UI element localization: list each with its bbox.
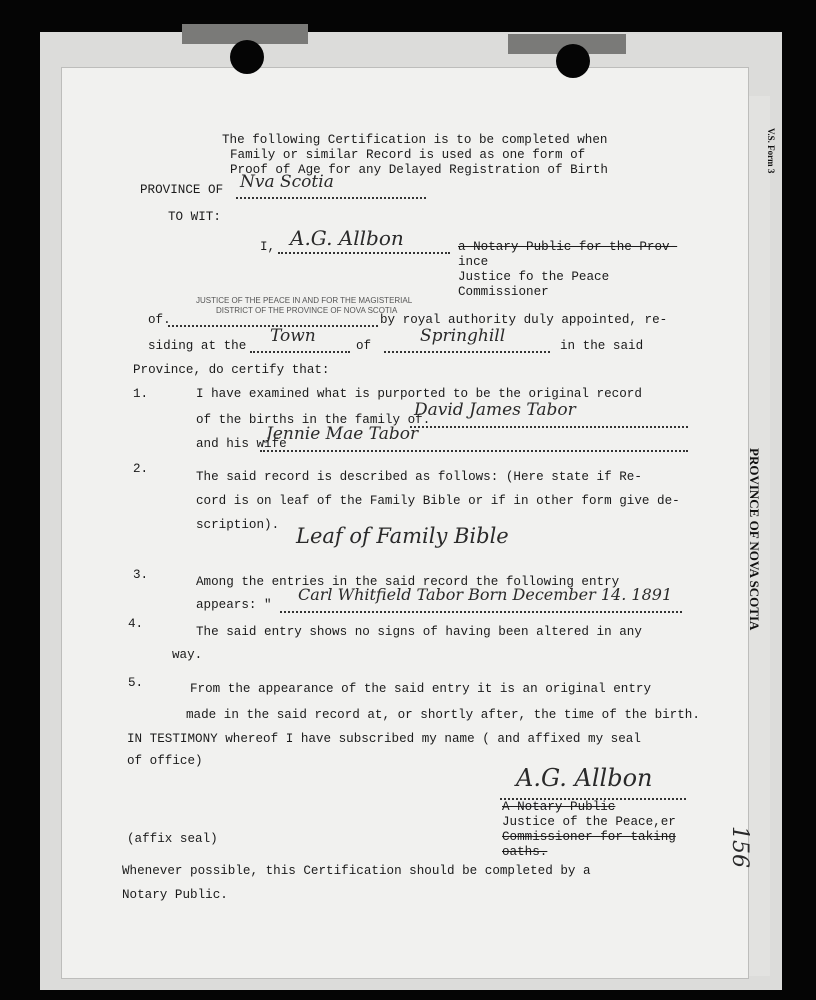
stamp-line-2: DISTRICT OF THE PROVINCE OF NOVA SCOTIA	[216, 306, 398, 315]
mother-name: Jennie Mae Tabor	[266, 424, 419, 444]
province-label: PROVINCE OF	[140, 183, 224, 197]
item-2-line-a: The said record is described as follows: (Here state if Re-	[196, 470, 642, 484]
fill-line	[384, 351, 550, 353]
affix-seal: (affix seal)	[127, 832, 218, 846]
fill-line	[278, 252, 450, 254]
fill-line	[260, 450, 688, 452]
punch-hole	[556, 44, 590, 78]
residing-place: Springhill	[420, 326, 506, 346]
item-3-line-b: appears: "	[196, 598, 272, 612]
notary-title-a2: ince	[458, 255, 489, 269]
item-4-number: 4.	[128, 617, 144, 631]
father-name: David James Tabor	[414, 400, 576, 420]
item-2-line-c: scription).	[196, 518, 280, 532]
item-1-line-c: and his wife	[196, 437, 287, 451]
residing-suffix: in the said	[560, 339, 644, 353]
notary-name: A.G. Allbon	[290, 226, 404, 250]
page-number: 156	[727, 826, 752, 868]
notary-title-b: Justice fo the Peace	[458, 270, 610, 284]
punch-hole	[230, 40, 264, 74]
authority-text: by royal authority duly appointed, re-	[380, 313, 668, 327]
item-2-number: 2.	[133, 462, 149, 476]
item-5-number: 5.	[128, 676, 144, 690]
item-1-line-b: of the births in the family of.	[196, 413, 431, 427]
item-4-line-a: The said entry shows no signs of having been altered in any	[196, 625, 642, 639]
item-1-number: 1.	[133, 387, 149, 401]
birth-entry: Carl Whitfield Tabor Born December 14. 1891	[298, 585, 673, 604]
residing-prefix: siding at the	[148, 339, 247, 353]
item-1-line-a: I have examined what is purported to be the original record	[196, 387, 642, 401]
province-banner: PROVINCE OF NOVA SCOTIA	[747, 448, 762, 631]
footer-note-2: Notary Public.	[122, 888, 228, 902]
fill-line	[236, 197, 426, 199]
notary-prefix: I,	[260, 240, 276, 254]
record-description: Leaf of Family Bible	[296, 524, 509, 548]
province-value: Nva Scotia	[240, 172, 334, 192]
testimony-line-2: of office)	[127, 754, 203, 768]
notary-title-c: Commissioner	[458, 285, 549, 299]
signature-title-3: Commissioner for taking	[502, 830, 676, 844]
to-wit: TO WIT:	[168, 210, 221, 224]
header-line-2: Family or similar Record is used as one form of	[230, 148, 586, 162]
item-2-line-b: cord is on leaf of the Family Bible or if in other form give de-	[196, 494, 680, 508]
fill-line	[410, 426, 688, 428]
header-line-3: Proof of Age for any Delayed Registration of Birth	[230, 163, 608, 177]
item-4-line-b: way.	[172, 648, 203, 662]
footer-note-1: Whenever possible, this Certification should be completed by a	[122, 864, 591, 878]
authority-prefix: of.	[148, 313, 171, 327]
item-5-line-b: made in the said record at, or shortly after, the time of the birth.	[186, 708, 700, 722]
testimony-line-1: IN TESTIMONY whereof I have subscribed my name ( and affixed my seal	[127, 732, 641, 746]
fill-line	[250, 351, 350, 353]
stamp-line-1: JUSTICE OF THE PEACE IN AND FOR THE MAGISTERIAL	[196, 296, 413, 305]
signature-title-4: oaths.	[502, 845, 548, 859]
notary-title-a: a Notary Public for the Prov-	[458, 240, 678, 254]
signature: A.G. Allbon	[516, 764, 653, 792]
signature-title-1: A Notary Public	[502, 800, 616, 814]
item-3-number: 3.	[133, 568, 149, 582]
item-3-line-a: Among the entries in the said record the following entry	[196, 575, 620, 589]
certify-line: Province, do certify that:	[133, 363, 330, 377]
signature-title-2: Justice of the Peace,er	[502, 815, 676, 829]
fill-line	[280, 611, 682, 613]
residing-type: Town	[270, 326, 316, 346]
of-label: of	[356, 339, 372, 353]
header-line-1: The following Certification is to be completed when	[222, 133, 608, 147]
form-label: V.S. Form 3	[766, 128, 776, 174]
item-5-line-a: From the appearance of the said entry it is an original entry	[190, 682, 652, 696]
